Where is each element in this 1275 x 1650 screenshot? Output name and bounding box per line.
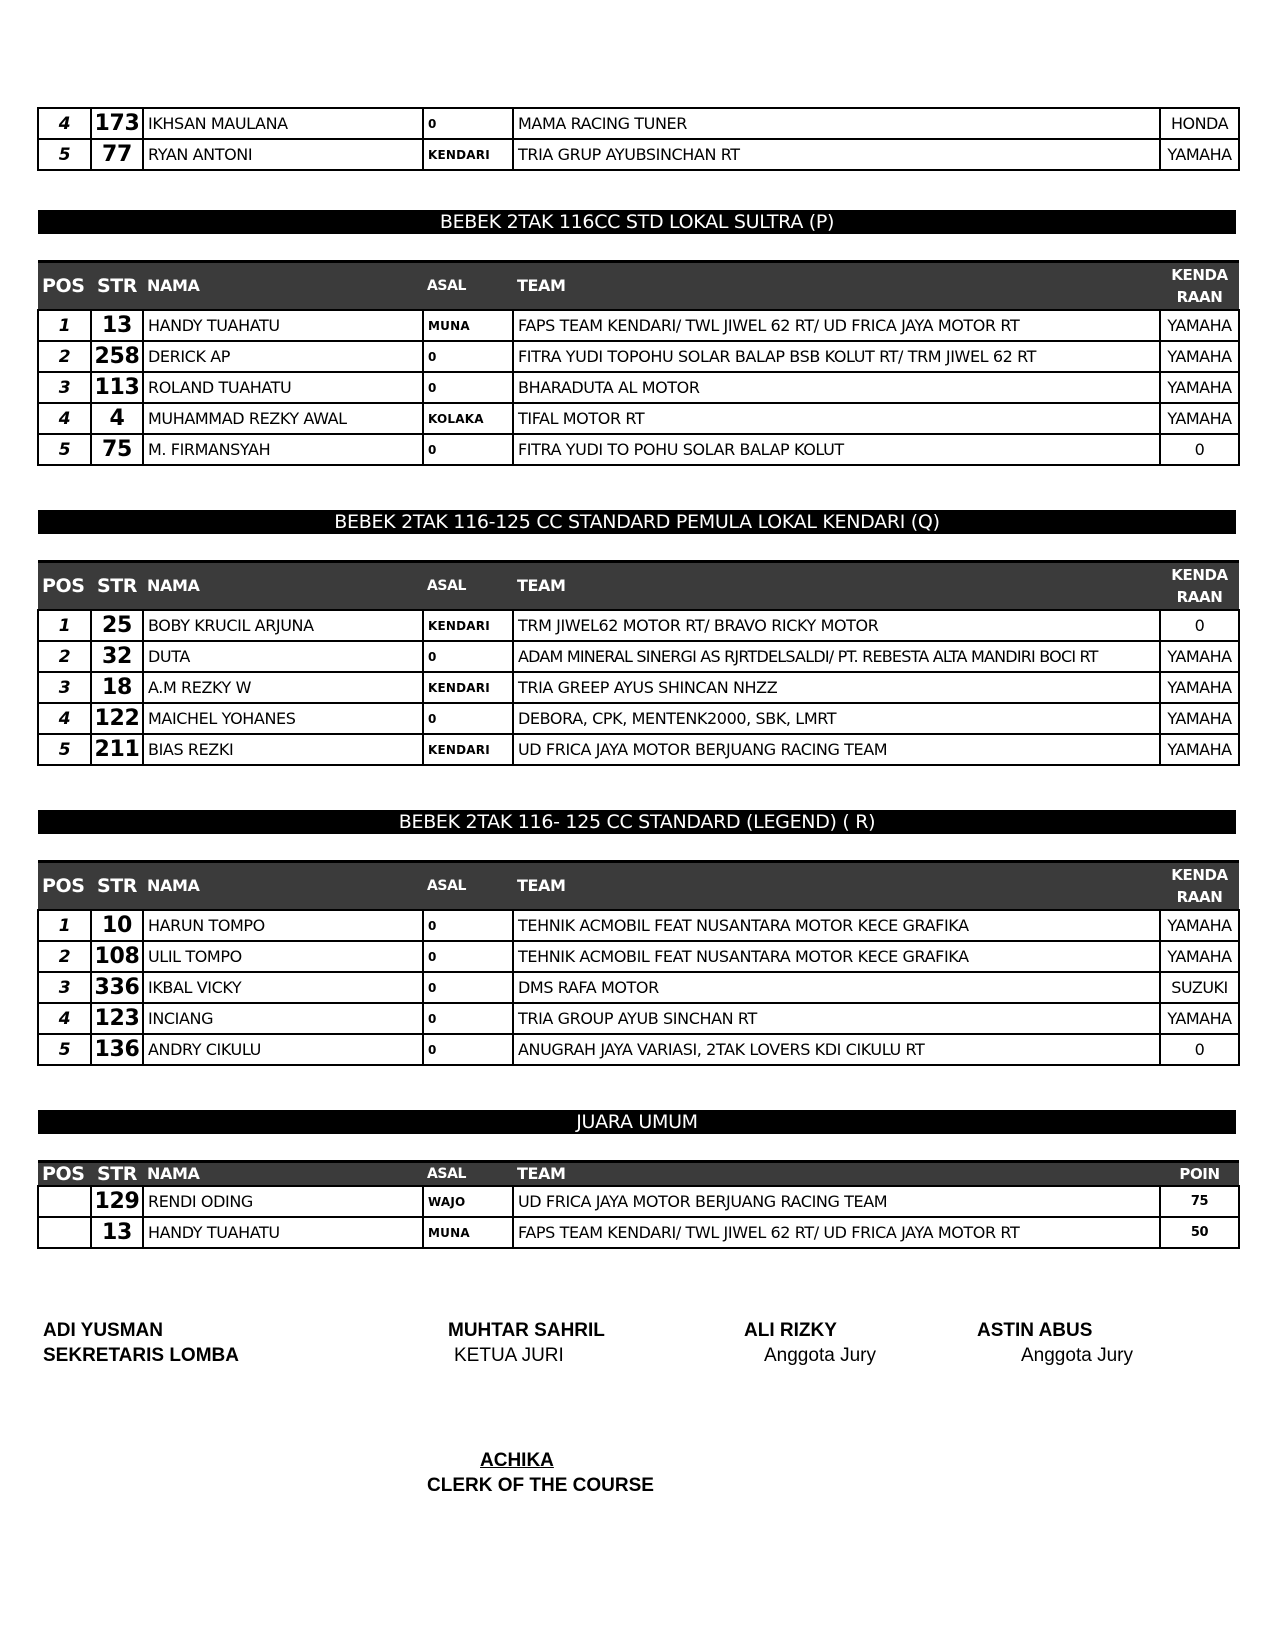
header-str: STR: [91, 262, 143, 311]
signatory-role: Anggota Jury: [764, 1345, 876, 1366]
table-header: [38, 262, 1239, 311]
nama-cell: RYAN ANTONI: [143, 139, 423, 170]
asal-cell: 0: [423, 108, 513, 139]
section-title: BEBEK 2TAK 116CC STD LOKAL SULTRA (P): [38, 210, 1236, 234]
pos-cell: 5: [38, 1034, 91, 1065]
team-cell: ADAM MINERAL SINERGI AS RJRTDELSALDI/ PT. REBESTA ALTA MANDIRI BOCI RT: [513, 641, 1160, 672]
pos-cell: 3: [38, 972, 91, 1003]
nama-cell: HARUN TOMPO: [143, 910, 423, 941]
header-str: STR: [91, 1162, 143, 1187]
table-row: [38, 434, 1239, 465]
team-cell: FAPS TEAM KENDARI/ TWL JIWEL 62 RT/ UD FRICA JAYA MOTOR RT: [513, 310, 1160, 341]
header-nama: NAMA: [143, 562, 423, 611]
pos-cell: 1: [38, 310, 91, 341]
pos-cell: 4: [38, 703, 91, 734]
header-kendaraan: KENDA RAAN: [1160, 262, 1239, 311]
table-row: [38, 1034, 1239, 1065]
results-table-p: [37, 260, 1240, 466]
asal-cell: 0: [423, 910, 513, 941]
str-cell: 75: [91, 434, 143, 465]
str-cell: 336: [91, 972, 143, 1003]
team-cell: DMS RAFA MOTOR: [513, 972, 1160, 1003]
header-nama: NAMA: [143, 1162, 423, 1187]
pos-cell: 5: [38, 734, 91, 765]
pos-cell: 1: [38, 910, 91, 941]
nama-cell: ANDRY CIKULU: [143, 1034, 423, 1065]
results-table-r: [37, 860, 1240, 1066]
asal-cell: 0: [423, 1003, 513, 1034]
asal-cell: MUNA: [423, 310, 513, 341]
nama-cell: A.M REZKY W: [143, 672, 423, 703]
table-row: [38, 734, 1239, 765]
pos-cell: 5: [38, 434, 91, 465]
nama-cell: MUHAMMAD REZKY AWAL: [143, 403, 423, 434]
team-cell: TEHNIK ACMOBIL FEAT NUSANTARA MOTOR KECE GRAFIKA: [513, 910, 1160, 941]
signature-anggota-2: [977, 1318, 1133, 1368]
asal-cell: KENDARI: [423, 672, 513, 703]
kendaraan-cell: YAMAHA: [1160, 672, 1239, 703]
table-row: [38, 610, 1239, 641]
nama-cell: RENDI ODING: [143, 1186, 423, 1217]
team-cell: TRIA GROUP AYUB SINCHAN RT: [513, 1003, 1160, 1034]
team-cell: DEBORA, CPK, MENTENK2000, SBK, LMRT: [513, 703, 1160, 734]
header-asal: ASAL: [423, 562, 513, 611]
kendaraan-cell: YAMAHA: [1160, 941, 1239, 972]
header-str: STR: [91, 562, 143, 611]
pos-cell: 1: [38, 610, 91, 641]
signature-anggota-1: [744, 1318, 876, 1368]
kendaraan-cell: 0: [1160, 1034, 1239, 1065]
team-cell: TRIA GREEP AYUS SHINCAN NHZZ: [513, 672, 1160, 703]
nama-cell: IKBAL VICKY: [143, 972, 423, 1003]
signatory-role: KETUA JURI: [454, 1345, 564, 1366]
asal-cell: MUNA: [423, 1217, 513, 1248]
team-cell: UD FRICA JAYA MOTOR BERJUANG RACING TEAM: [513, 734, 1160, 765]
nama-cell: HANDY TUAHATU: [143, 310, 423, 341]
pos-cell: 4: [38, 403, 91, 434]
str-cell: 136: [91, 1034, 143, 1065]
kendaraan-cell: YAMAHA: [1160, 403, 1239, 434]
str-cell: 18: [91, 672, 143, 703]
team-cell: BHARADUTA AL MOTOR: [513, 372, 1160, 403]
table-row: [38, 910, 1239, 941]
section-title: JUARA UMUM: [38, 1110, 1236, 1134]
str-cell: 25: [91, 610, 143, 641]
poin-cell: 50: [1160, 1217, 1239, 1248]
kendaraan-cell: 0: [1160, 434, 1239, 465]
str-cell: 113: [91, 372, 143, 403]
asal-cell: KENDARI: [423, 610, 513, 641]
header-asal: ASAL: [423, 862, 513, 911]
section-title: BEBEK 2TAK 116-125 CC STANDARD PEMULA LOKAL KENDARI (Q): [38, 510, 1236, 534]
nama-cell: BOBY KRUCIL ARJUNA: [143, 610, 423, 641]
header-team: TEAM: [513, 562, 1160, 611]
asal-cell: KOLAKA: [423, 403, 513, 434]
table-row: [38, 341, 1239, 372]
nama-cell: INCIANG: [143, 1003, 423, 1034]
str-cell: 211: [91, 734, 143, 765]
table-row: [38, 1217, 1239, 1248]
signatory-name: ALI RIZKY: [744, 1320, 837, 1341]
header-poin: POIN: [1160, 1162, 1239, 1187]
table-header: [38, 1162, 1239, 1187]
kendaraan-cell: YAMAHA: [1160, 372, 1239, 403]
asal-cell: 0: [423, 372, 513, 403]
kendaraan-cell: YAMAHA: [1160, 641, 1239, 672]
pos-cell: 2: [38, 941, 91, 972]
team-cell: ANUGRAH JAYA VARIASI, 2TAK LOVERS KDI CIKULU RT: [513, 1034, 1160, 1065]
pos-cell: 4: [38, 108, 91, 139]
header-nama: NAMA: [143, 262, 423, 311]
str-cell: 122: [91, 703, 143, 734]
team-cell: UD FRICA JAYA MOTOR BERJUANG RACING TEAM: [513, 1186, 1160, 1217]
juara-umum-table: [37, 1160, 1240, 1249]
table-row: [38, 403, 1239, 434]
str-cell: 10: [91, 910, 143, 941]
nama-cell: HANDY TUAHATU: [143, 1217, 423, 1248]
kendaraan-cell: 0: [1160, 610, 1239, 641]
signature-sekretaris: [43, 1318, 239, 1368]
signatory-role: CLERK OF THE COURSE: [427, 1475, 654, 1496]
header-kendaraan: KENDA RAAN: [1160, 562, 1239, 611]
str-cell: 32: [91, 641, 143, 672]
team-cell: FAPS TEAM KENDARI/ TWL JIWEL 62 RT/ UD FRICA JAYA MOTOR RT: [513, 1217, 1160, 1248]
header-asal: ASAL: [423, 1162, 513, 1187]
team-cell: MAMA RACING TUNER: [513, 108, 1160, 139]
poin-cell: 75: [1160, 1186, 1239, 1217]
pos-cell: [38, 1217, 91, 1248]
table-row: [38, 1186, 1239, 1217]
str-cell: 258: [91, 341, 143, 372]
header-asal: ASAL: [423, 262, 513, 311]
header-pos: POS: [38, 262, 91, 311]
signatory-name: ACHIKA: [480, 1450, 554, 1471]
asal-cell: 0: [423, 341, 513, 372]
signatory-role: SEKRETARIS LOMBA: [43, 1345, 239, 1366]
kendaraan-cell: YAMAHA: [1160, 910, 1239, 941]
str-cell: 108: [91, 941, 143, 972]
kendaraan-cell: YAMAHA: [1160, 310, 1239, 341]
signature-clerk: [427, 1448, 654, 1498]
table-row: [38, 139, 1239, 170]
asal-cell: 0: [423, 434, 513, 465]
asal-cell: KENDARI: [423, 734, 513, 765]
str-cell: 4: [91, 403, 143, 434]
table-row: [38, 672, 1239, 703]
table-header: [38, 562, 1239, 611]
kendaraan-cell: YAMAHA: [1160, 703, 1239, 734]
str-cell: 173: [91, 108, 143, 139]
section-title: BEBEK 2TAK 116- 125 CC STANDARD (LEGEND) ( R): [38, 810, 1236, 834]
header-team: TEAM: [513, 262, 1160, 311]
header-team: TEAM: [513, 1162, 1160, 1187]
str-cell: 129: [91, 1186, 143, 1217]
table-row: [38, 310, 1239, 341]
asal-cell: 0: [423, 641, 513, 672]
nama-cell: M. FIRMANSYAH: [143, 434, 423, 465]
header-pos: POS: [38, 562, 91, 611]
kendaraan-cell: YAMAHA: [1160, 139, 1239, 170]
pos-cell: 2: [38, 341, 91, 372]
header-pos: POS: [38, 1162, 91, 1187]
header-str: STR: [91, 862, 143, 911]
signatory-name: ASTIN ABUS: [977, 1320, 1093, 1341]
asal-cell: 0: [423, 972, 513, 1003]
pos-cell: [38, 1186, 91, 1217]
results-table-continued: [37, 107, 1240, 171]
pos-cell: 4: [38, 1003, 91, 1034]
asal-cell: 0: [423, 1034, 513, 1065]
team-cell: FITRA YUDI TO POHU SOLAR BALAP KOLUT: [513, 434, 1160, 465]
kendaraan-cell: YAMAHA: [1160, 734, 1239, 765]
pos-cell: 2: [38, 641, 91, 672]
nama-cell: DERICK AP: [143, 341, 423, 372]
team-cell: TRM JIWEL62 MOTOR RT/ BRAVO RICKY MOTOR: [513, 610, 1160, 641]
kendaraan-cell: YAMAHA: [1160, 341, 1239, 372]
header-kendaraan: KENDA RAAN: [1160, 862, 1239, 911]
nama-cell: IKHSAN MAULANA: [143, 108, 423, 139]
table-row: [38, 1003, 1239, 1034]
nama-cell: ROLAND TUAHATU: [143, 372, 423, 403]
pos-cell: 3: [38, 672, 91, 703]
str-cell: 13: [91, 1217, 143, 1248]
results-table-q: [37, 560, 1240, 766]
str-cell: 123: [91, 1003, 143, 1034]
table-row: [38, 972, 1239, 1003]
nama-cell: ULIL TOMPO: [143, 941, 423, 972]
table-row: [38, 703, 1239, 734]
str-cell: 77: [91, 139, 143, 170]
signatory-name: MUHTAR SAHRIL: [448, 1320, 605, 1341]
kendaraan-cell: HONDA: [1160, 108, 1239, 139]
asal-cell: WAJO: [423, 1186, 513, 1217]
table-row: [38, 641, 1239, 672]
nama-cell: MAICHEL YOHANES: [143, 703, 423, 734]
team-cell: TIFAL MOTOR RT: [513, 403, 1160, 434]
signatory-name: ADI YUSMAN: [43, 1320, 163, 1341]
team-cell: TEHNIK ACMOBIL FEAT NUSANTARA MOTOR KECE GRAFIKA: [513, 941, 1160, 972]
header-team: TEAM: [513, 862, 1160, 911]
asal-cell: KENDARI: [423, 139, 513, 170]
nama-cell: BIAS REZKI: [143, 734, 423, 765]
header-nama: NAMA: [143, 862, 423, 911]
table-row: [38, 108, 1239, 139]
team-cell: TRIA GRUP AYUBSINCHAN RT: [513, 139, 1160, 170]
str-cell: 13: [91, 310, 143, 341]
asal-cell: 0: [423, 703, 513, 734]
kendaraan-cell: SUZUKI: [1160, 972, 1239, 1003]
table-header: [38, 862, 1239, 911]
kendaraan-cell: YAMAHA: [1160, 1003, 1239, 1034]
nama-cell: DUTA: [143, 641, 423, 672]
signatory-role: Anggota Jury: [1021, 1345, 1133, 1366]
asal-cell: 0: [423, 941, 513, 972]
pos-cell: 3: [38, 372, 91, 403]
table-row: [38, 941, 1239, 972]
pos-cell: 5: [38, 139, 91, 170]
header-pos: POS: [38, 862, 91, 911]
table-row: [38, 372, 1239, 403]
signature-ketua-juri: [448, 1318, 605, 1368]
team-cell: FITRA YUDI TOPOHU SOLAR BALAP BSB KOLUT RT/ TRM JIWEL 62 RT: [513, 341, 1160, 372]
